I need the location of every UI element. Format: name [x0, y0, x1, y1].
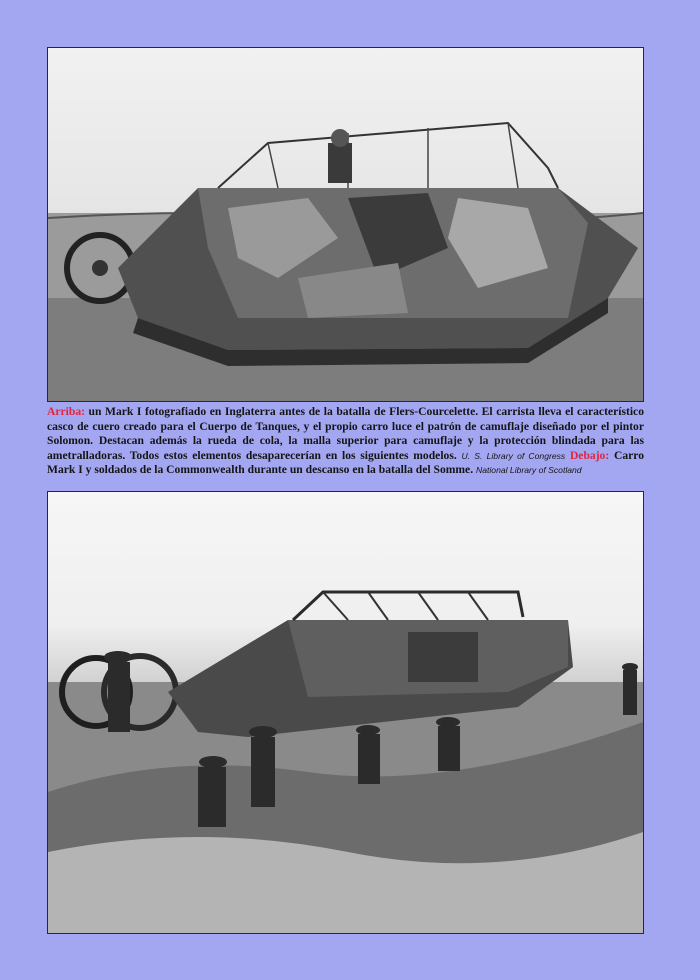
caption-text-below: Carro Mark I y soldados de la Commonwealth durante un descanso en la batalla del Somme. [47, 448, 644, 477]
photo-caption [47, 405, 644, 478]
caption-credit-above: U. S. Library of Congress [461, 450, 566, 461]
tank-camouflage-image [48, 48, 643, 401]
caption-credit-below: National Library of Scotland [476, 465, 582, 476]
caption-text-above: un Mark I fotografiado en Inglaterra antes de la batalla de Flers-Courcelette. El carrista lleva el característico casco de cuero creado para el Cuerpo de Tanques, y el propio carro luce el patrón de camuflaje diseñado por el pintor Solomon. Destacan además la rueda de cola, la malla superior para camuflaje y la protección blindada para las ametralladoras. Todos estos elementos desaparecerían en los siguientes modelos. [47, 405, 644, 462]
top-photo [47, 47, 644, 402]
caption-label-above: Arriba: [47, 405, 85, 418]
bottom-photo [47, 491, 644, 934]
caption-label-below: Debajo: [569, 448, 610, 462]
tank-soldiers-image [48, 492, 643, 933]
